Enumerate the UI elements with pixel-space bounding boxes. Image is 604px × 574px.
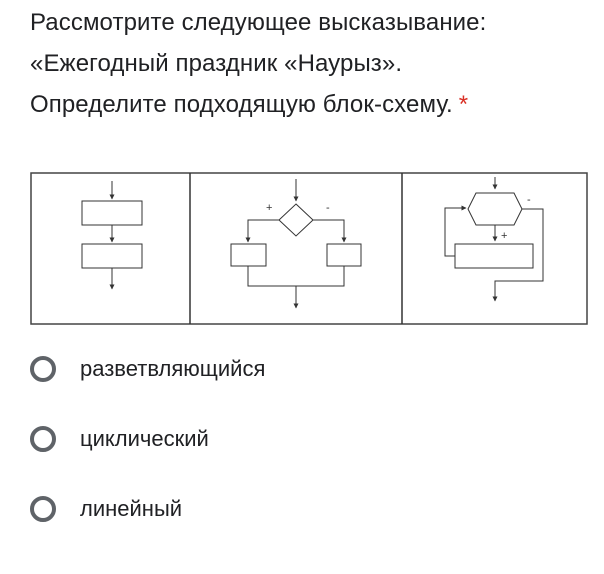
question-line-3	[30, 84, 600, 125]
radio-button[interactable]	[30, 496, 56, 522]
linear-block-2	[82, 244, 142, 268]
required-asterisk: *	[458, 91, 469, 118]
figure-frame	[31, 173, 587, 324]
loop-plus-label: +	[501, 230, 508, 242]
branch-block-yes	[231, 244, 266, 266]
branch-block-no	[327, 244, 361, 266]
question-title	[30, 2, 600, 125]
question-line-1: Рассмотрите следующее высказывание:	[30, 9, 487, 36]
option-branching[interactable]	[28, 349, 265, 389]
loop-minus-label: -	[527, 194, 531, 206]
question-line-2: «Ежегодный праздник «Наурыз».	[30, 50, 403, 77]
flowchart-figure	[30, 171, 588, 326]
option-label: циклический	[80, 426, 209, 451]
loop-condition-hexagon	[468, 193, 522, 225]
flowchart-image	[30, 171, 588, 326]
loop-body-block	[455, 244, 533, 268]
radio-button[interactable]	[30, 356, 56, 382]
branching-flowchart	[231, 179, 361, 308]
linear-flowchart	[82, 181, 142, 289]
linear-block-1	[82, 201, 142, 225]
option-label: линейный	[80, 496, 183, 521]
radio-button[interactable]	[30, 426, 56, 452]
option-cyclic[interactable]	[28, 419, 209, 459]
option-label: разветвляющийся	[80, 356, 266, 381]
option-linear[interactable]	[28, 489, 182, 529]
branch-condition-diamond	[279, 204, 313, 236]
branch-plus-label: +	[266, 202, 273, 214]
branch-minus-label: -	[326, 202, 330, 214]
question-line-3-text: Определите подходящую блок-схему.	[30, 91, 453, 118]
